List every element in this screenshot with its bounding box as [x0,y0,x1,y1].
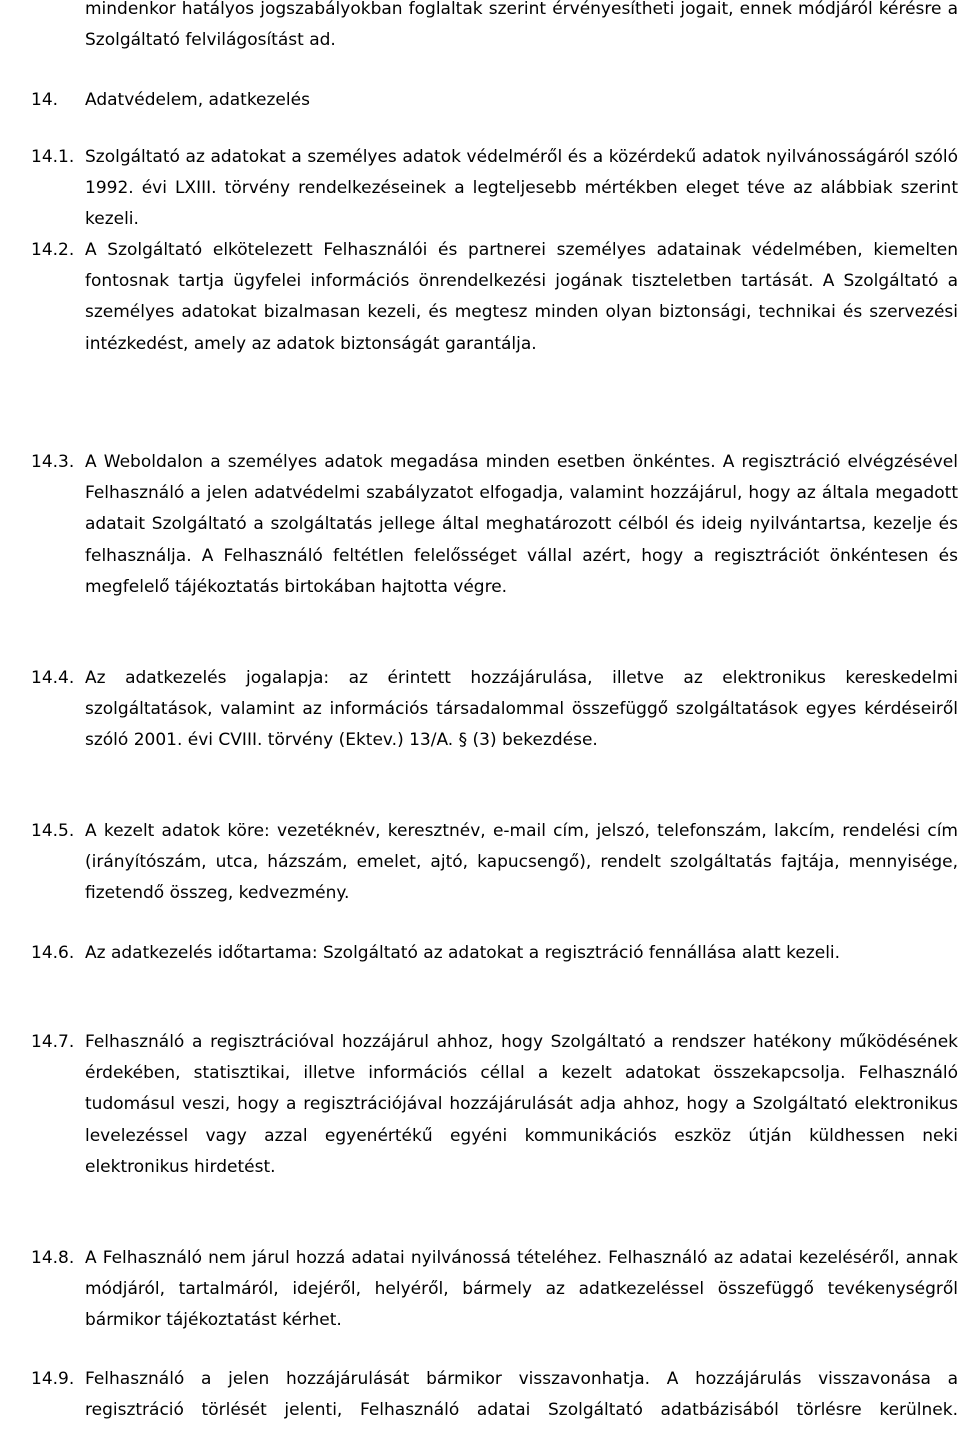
clause-14-7 [31,1027,958,1183]
clause-14-4 [31,663,958,757]
clause-number: 14.5. [31,821,75,841]
clause-14-6 [31,938,958,969]
clause-number: 14.9. [31,1369,75,1389]
clause-14-8 [31,1243,958,1337]
clause-14-9 [31,1364,958,1426]
clause-number: 14.1. [31,147,75,167]
clause-number: 14.3. [31,452,75,472]
clause-14-2 [31,235,958,360]
section-title: Adatvédelem, adatkezelés [85,90,310,110]
clause-14-3 [31,447,958,603]
intro-paragraph: mindenkor hatályos jogszabályokban foglaltak szerint érvényesítheti jogait, ennek módjáról kérésre a Szolgáltató felvilágosítást ad. [85,0,958,50]
clause-text: A kezelt adatok köre: vezetéknév, keresztnév, e-mail cím, jelszó, telefonszám, lakcím, rendelési cím (irányítószám, utca, házszám, emelet, ajtó, kapucsengő), rendelt szolgáltatás fajtája, mennyisége, fizetendő összeg, kedvezmény. [85,821,958,904]
clause-text: Felhasználó a jelen hozzájárulását bármikor visszavonhatja. A hozzájárulás visszavonása a regisztráció törlését jelenti, Felhasználó adatai Szolgáltató adatbázisából törlésre kerülnek. [85,1369,958,1421]
clause-number: 14.4. [31,668,75,688]
clause-number: 14.8. [31,1248,75,1268]
section-number: 14. [31,90,59,110]
clause-text: Az adatkezelés jogalapja: az érintett hozzájárulása, illetve az elektronikus kereskedelmi szolgáltatások, valamint az információs társadalommal összefüggő szolgáltatások egyes kérdéseiről szóló 2001. évi CVIII. törvény (Ektev.) 13/A. § (3) bekezdése. [85,668,958,751]
clause-text: A Felhasználó nem járul hozzá adatai nyilvánossá tételéhez. Felhasználó az adatai kezeléséről, annak módjáról, tartalmáról, idejéről, helyéről, bármely az adatkezeléssel összefüggő tevékenységről bármikor tájékoztatást kérhet. [85,1248,958,1331]
clause-text: A Weboldalon a személyes adatok megadása minden esetben önkéntes. A regisztráció elvégzésével Felhasználó a jelen adatvédelmi szabályzatot elfogadja, valamint hozzájárul, hogy az általa megadott adatait Szolgáltató a szolgáltatás jellege által meghatározott célból és ideig nyilvántartsa, kezelje és felhasználja. A Felhasználó feltétlen felelősséget vállal azért, hogy a regisztrációt önkéntesen és megfelelő tájékoztatás birtokában hajtotta végre. [85,452,958,597]
clause-text: Szolgáltató az adatokat a személyes adatok védelméről és a közérdekű adatok nyilvánosságáról szóló 1992. évi LXIII. törvény rendelkezéseinek a legteljesebb mértékben eleget téve az alábbiak szerint kezeli. [85,147,958,230]
clause-text: Az adatkezelés időtartama: Szolgáltató az adatokat a regisztráció fennállása alatt kezeli. [85,943,841,963]
clause-number: 14.7. [31,1032,75,1052]
clause-14-5 [31,816,958,910]
clause-number: 14.2. [31,240,75,260]
section-heading [31,85,310,116]
clause-text: Felhasználó a regisztrációval hozzájárul ahhoz, hogy Szolgáltató a rendszer hatékony működésének érdekében, statisztikai, illetve információs céllal a kezelt adatokat összekapcsolja. Felhasználó tudomásul veszi, hogy a regisztrációjával hozzájárulását adja ahhoz, hogy a Szolgáltató elektronikus levelezéssel vagy azzal egyenértékű egyéni kommunikációs eszköz útján küldhessen neki elektronikus hirdetést. [85,1032,958,1177]
clause-14-1 [31,142,958,236]
clause-text: A Szolgáltató elkötelezett Felhasználói és partnerei személyes adatainak védelmében, kiemelten fontosnak tartja ügyfelei információs önrendelkezési jogának tiszteletben tartását. A Szolgáltató a személyes adatokat bizalmasan kezeli, és megtesz minden olyan biztonsági, technikai és szervezési intézkedést, amely az adatok biztonságát garantálja. [85,240,958,354]
clause-number: 14.6. [31,943,75,963]
